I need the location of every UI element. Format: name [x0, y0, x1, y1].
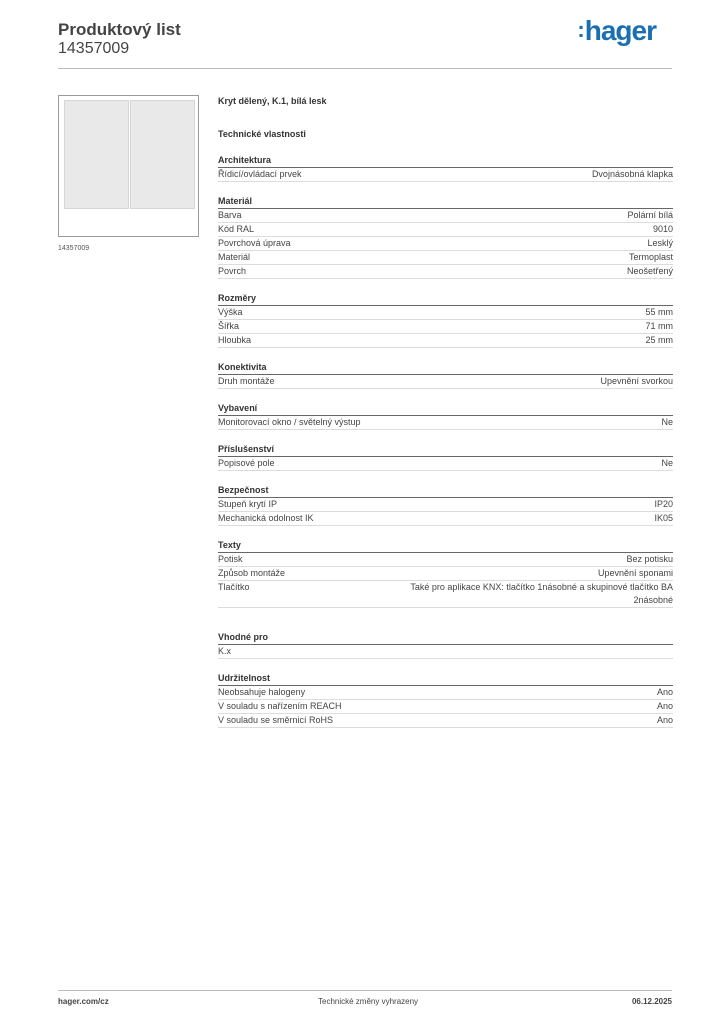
section-texty: [218, 540, 673, 608]
section-title: Architektura: [218, 155, 673, 168]
spec-label: Materiál: [218, 252, 251, 262]
product-name: Kryt dělený, K.1, bílá lesk: [218, 96, 327, 106]
section-title: Rozměry: [218, 293, 673, 306]
spec-row: [218, 700, 673, 714]
spec-content: [218, 96, 673, 728]
spec-row: [218, 168, 673, 182]
spec-label: Neobsahuje halogeny: [218, 687, 306, 697]
spec-label: Popisové pole: [218, 458, 275, 468]
spec-label: Mechanická odolnost IK: [218, 513, 314, 523]
spec-value: Také pro aplikace KNX: tlačítko 1násobné a skupinové tlačítko BA 2násobné: [410, 582, 673, 605]
spec-value: Lesklý: [647, 238, 673, 248]
technical-heading: Technické vlastnosti: [218, 129, 306, 139]
spec-row: [218, 375, 673, 389]
section-rozmery: [218, 293, 673, 348]
spec-row: [218, 334, 673, 348]
spec-row: [218, 209, 673, 223]
product-code: 14357009: [58, 40, 130, 57]
spec-value: Termoplast: [628, 252, 673, 262]
section-vybaveni: [218, 403, 673, 430]
spec-row: [218, 265, 673, 279]
spec-value: Ne: [661, 458, 673, 468]
footer-divider: [58, 990, 672, 991]
cover-panel-left: [64, 100, 129, 209]
logo-text: hager: [584, 15, 656, 46]
section-title: Vybavení: [218, 403, 673, 416]
spec-label: Stupeň krytí IP: [218, 499, 278, 509]
section-title: Materiál: [218, 196, 673, 209]
spec-row: [218, 581, 673, 608]
spec-label: Povrch: [218, 266, 247, 276]
spec-value: Ano: [656, 715, 673, 725]
section-bezpecnost: [218, 485, 673, 526]
spec-value: 71 mm: [645, 321, 673, 331]
spec-row: [218, 457, 673, 471]
spec-value: IK05: [654, 513, 673, 523]
section-konektivita: [218, 362, 673, 389]
spec-value: Dvojnásobná klapka: [591, 169, 673, 179]
hager-logo: :hager: [577, 15, 656, 46]
section-prislusenstvi: [218, 444, 673, 471]
spec-row: [218, 645, 673, 659]
spec-label: Druh montáže: [218, 376, 275, 386]
section-title: Vhodné pro: [218, 632, 673, 645]
document-header: [58, 20, 181, 58]
spec-label: Potisk: [218, 554, 243, 564]
section-title: Bezpečnost: [218, 485, 673, 498]
spec-value: Polární bílá: [627, 210, 673, 220]
section-architektura: [218, 155, 673, 182]
spec-label: V souladu se směrnicí RoHS: [218, 715, 334, 725]
spec-value: Ano: [656, 701, 673, 711]
spec-label: Výška: [218, 307, 243, 317]
spec-label: Monitorovací okno / světelný výstup: [218, 417, 361, 427]
section-udrzitelnost: [218, 673, 673, 728]
document-title: Produktový list: [58, 20, 181, 39]
spec-label: Povrchová úprava: [218, 238, 291, 248]
spec-label: Hloubka: [218, 335, 252, 345]
spec-row: [218, 686, 673, 700]
section-title: Příslušenství: [218, 444, 673, 457]
spec-value: IP20: [654, 499, 673, 509]
spec-value: 55 mm: [645, 307, 673, 317]
cover-panel-right: [130, 100, 195, 209]
section-material: [218, 196, 673, 279]
product-image: [58, 95, 199, 237]
spec-value: Bez potisku: [626, 554, 673, 564]
spec-value: Ano: [656, 687, 673, 697]
spec-row: [218, 498, 673, 512]
spec-row: [218, 237, 673, 251]
footer-date: 06.12.2025: [631, 997, 672, 1006]
spec-label: Šířka: [218, 321, 240, 331]
spec-label: Kód RAL: [218, 224, 255, 234]
spec-row: [218, 251, 673, 265]
spec-value: 25 mm: [645, 335, 673, 345]
section-title: Texty: [218, 540, 673, 553]
spec-row: [218, 714, 673, 728]
spec-row: [218, 567, 673, 581]
spec-row: [218, 512, 673, 526]
footer-website-link[interactable]: hager.com/cz: [58, 997, 109, 1006]
section-title: Konektivita: [218, 362, 673, 375]
image-caption: 14357009: [58, 245, 90, 252]
spec-row: [218, 416, 673, 430]
spec-label: Řídicí/ovládací prvek: [218, 169, 302, 179]
spec-row: [218, 306, 673, 320]
footer-note: Technické změny vyhrazeny: [318, 997, 419, 1006]
spec-label: Způsob montáže: [218, 568, 286, 578]
spec-label: Barva: [218, 210, 242, 220]
spec-value: Ne: [661, 417, 673, 427]
spec-row: [218, 320, 673, 334]
spec-label: K.x: [218, 646, 232, 656]
spec-label: V souladu s nařízením REACH: [218, 701, 342, 711]
spec-row: [218, 223, 673, 237]
section-title: Udržitelnost: [218, 673, 673, 686]
section-vhodne-pro: [218, 632, 673, 659]
spec-value: Upevnění svorkou: [600, 376, 673, 386]
spec-value: Neošetřený: [626, 266, 673, 276]
spec-row: [218, 553, 673, 567]
header-divider: [58, 68, 672, 69]
spec-value: Upevnění sponami: [597, 568, 673, 578]
spec-value: 9010: [652, 224, 673, 234]
spec-label: Tlačítko: [218, 582, 250, 592]
